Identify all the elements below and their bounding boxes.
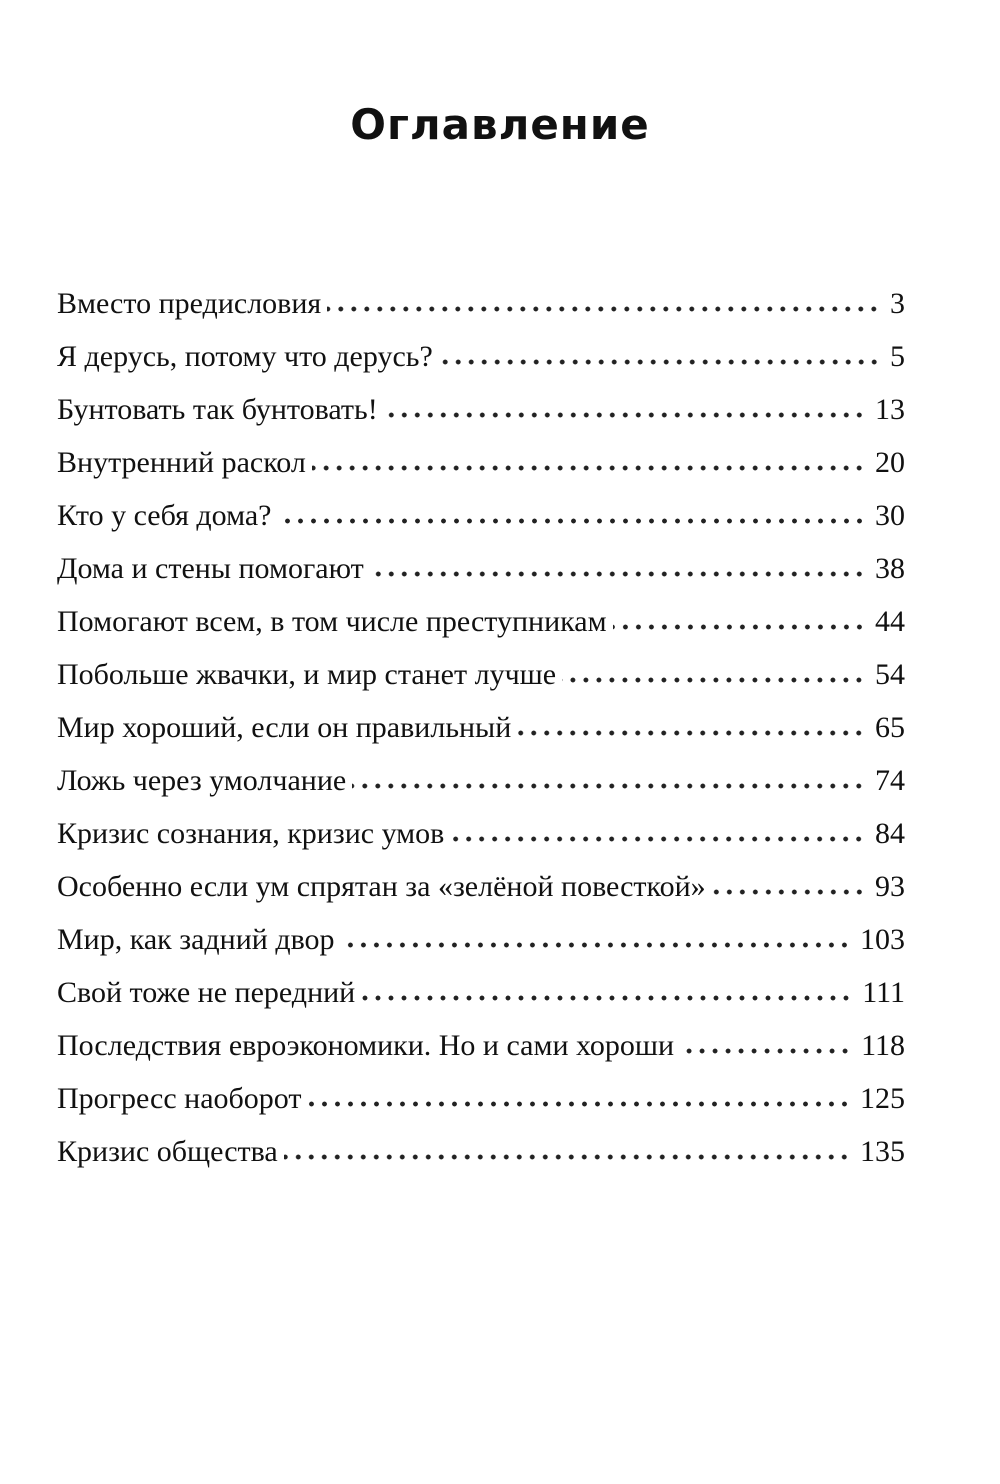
dot-leader	[284, 1154, 854, 1160]
entry-title: Кризис сознания, кризис умов	[57, 817, 445, 850]
entry-title: Мир хороший, если он правильный	[57, 711, 512, 744]
entry-title: Дома и стены помогают	[57, 552, 364, 585]
entry-page-number: 3	[890, 287, 905, 320]
dot-leader	[278, 518, 870, 524]
toc-entry	[57, 383, 905, 436]
toc-entry	[57, 648, 905, 701]
entry-page-number: 65	[875, 711, 905, 744]
entry-page-number: 125	[860, 1082, 905, 1115]
entry-title: Кто у себя дома?	[57, 499, 272, 532]
toc-entry	[57, 913, 905, 966]
entry-title: Ложь через умолчание	[57, 764, 347, 797]
toc-entry	[57, 1019, 905, 1072]
toc-entry	[57, 807, 905, 860]
entry-page-number: 54	[875, 658, 905, 691]
toc-entry	[57, 966, 905, 1019]
entry-title: Бунтовать так бунтовать!	[57, 393, 378, 426]
entry-title: Последствия евроэкономики. Но и сами хороши	[57, 1029, 675, 1062]
dot-leader	[450, 836, 869, 842]
entry-title: Вместо предисловия	[57, 287, 322, 320]
toc-entry	[57, 860, 905, 913]
entry-page-number: 38	[875, 552, 905, 585]
table-of-contents	[57, 277, 905, 1178]
dot-leader	[517, 730, 869, 736]
entry-page-number: 20	[875, 446, 905, 479]
dot-leader	[384, 412, 869, 418]
entry-page-number: 5	[890, 340, 905, 373]
entry-title: Мир, как задний двор	[57, 923, 335, 956]
dot-leader	[312, 465, 869, 471]
entry-title: Помогают всем, в том числе преступникам	[57, 605, 607, 638]
entry-title: Кризис общества	[57, 1135, 278, 1168]
entry-page-number: 84	[875, 817, 905, 850]
entry-page-number: 74	[875, 764, 905, 797]
page-title: Оглавление	[350, 100, 650, 149]
dot-leader	[352, 783, 869, 789]
entry-title: Прогресс наоборот	[57, 1082, 302, 1115]
dot-leader	[341, 942, 854, 948]
entry-page-number: 30	[875, 499, 905, 532]
entry-page-number: 135	[860, 1135, 905, 1168]
dot-leader	[370, 571, 869, 577]
dot-leader	[613, 624, 869, 630]
dot-leader	[562, 677, 869, 683]
entry-title: Особенно если ум спрятан за «зелёной повесткой»	[57, 870, 706, 903]
entry-page-number: 13	[875, 393, 905, 426]
toc-entry	[57, 1072, 905, 1125]
toc-entry	[57, 436, 905, 489]
entry-page-number: 118	[861, 1029, 905, 1062]
toc-entry	[57, 595, 905, 648]
entry-page-number: 44	[875, 605, 905, 638]
toc-entry	[57, 701, 905, 754]
dot-leader	[680, 1048, 855, 1054]
dot-leader	[327, 306, 884, 312]
entry-title: Свой тоже не передний	[57, 976, 356, 1009]
toc-entry	[57, 1125, 905, 1178]
dot-leader	[439, 359, 884, 365]
entry-page-number: 93	[875, 870, 905, 903]
entry-title: Побольше жвачки, и мир станет лучше	[57, 658, 557, 691]
toc-entry	[57, 330, 905, 383]
dot-leader	[712, 889, 869, 895]
dot-leader	[361, 995, 856, 1001]
toc-entry	[57, 542, 905, 595]
entry-title: Внутренний раскол	[57, 446, 306, 479]
toc-entry	[57, 489, 905, 542]
toc-entry	[57, 277, 905, 330]
entry-page-number: 103	[860, 923, 905, 956]
entry-title: Я дерусь, потому что дерусь?	[57, 340, 433, 373]
toc-entry	[57, 754, 905, 807]
entry-page-number: 111	[862, 976, 905, 1009]
dot-leader	[308, 1101, 854, 1107]
